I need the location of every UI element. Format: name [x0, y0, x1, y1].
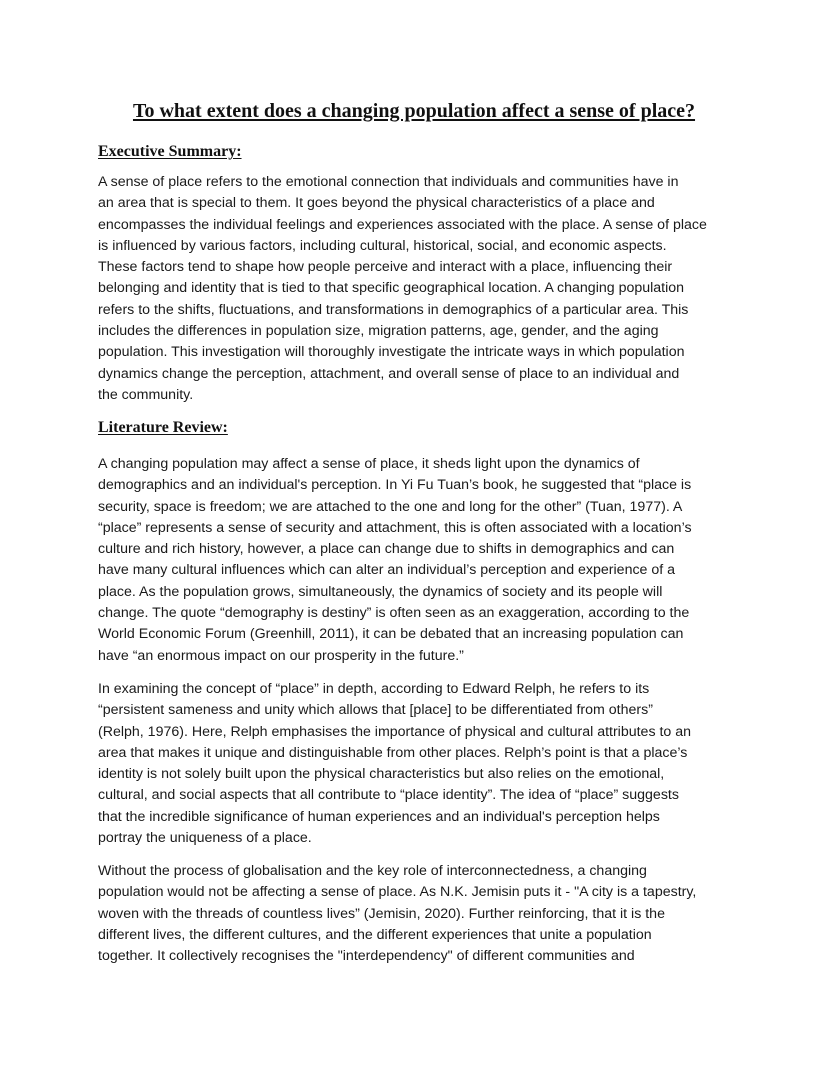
executive-summary-paragraph: [98, 172, 738, 406]
section-heading-executive-summary: Executive Summary:: [98, 143, 242, 160]
text-line: cultural, and social aspects that all contribute to “place identity”. The idea of “place” suggests: [98, 787, 679, 804]
text-line: refers to the shifts, fluctuations, and transformations in demographics of a particular area. This: [98, 301, 689, 318]
text-line: In examining the concept of “place” in depth, according to Edward Relph, he refers to its: [98, 681, 650, 697]
document-title: To what extent does a changing population affect a sense of place?: [132, 100, 696, 122]
text-line: A sense of place refers to the emotional connection that individuals and communities have in: [98, 174, 679, 190]
text-line: World Economic Forum (Greenhill, 2011), it can be debated that an increasing population can: [98, 626, 684, 643]
text-line: woven with the threads of countless lives” (Jemisin, 2020). Further reinforcing, that it is the: [98, 905, 665, 922]
literature-review-paragraph-3: [98, 861, 738, 967]
text-line: belonging and identity that is tied to that specific geographical location. A changing population: [98, 280, 685, 297]
section-heading-literature-review: Literature Review:: [98, 419, 228, 436]
text-line: have “an enormous impact on our prosperity in the future.”: [98, 647, 464, 664]
text-line: “persistent sameness and unity which allows that [place] to be differentiated from others”: [98, 702, 653, 719]
text-line: an area that is special to them. It goes beyond the physical characteristics of a place and: [98, 195, 655, 212]
text-line: dynamics change the perception, attachment, and overall sense of place to an individual and: [98, 365, 680, 382]
text-line: different lives, the different cultures, and the different experiences that unite a population: [98, 926, 652, 943]
text-line: have many cultural influences which can alter an individual’s perception and experience of a: [98, 562, 676, 579]
text-line: portray the uniqueness of a place.: [98, 830, 312, 847]
literature-review-paragraph-1: [98, 454, 738, 667]
text-line: population. This investigation will thoroughly investigate the intricate ways in which population: [98, 344, 685, 361]
text-line: is influenced by various factors, including cultural, historical, social, and economic aspects.: [98, 237, 667, 254]
text-line: demographics and an individual's perception. In Yi Fu Tuan’s book, he suggested that “place is: [98, 477, 692, 494]
text-line: together. It collectively recognises the "interdependency" of different communities and: [98, 948, 635, 965]
text-line: culture and rich history, however, a place can change due to shifts in demographics and can: [98, 541, 675, 558]
literature-review-paragraph-2: [98, 679, 738, 849]
text-line: place. As the population grows, simultaneously, the dynamics of society and its people will: [98, 583, 663, 600]
text-line: security, space is freedom; we are attached to the one and long for the other” (Tuan, 1977). A: [98, 498, 683, 515]
text-line: “place” represents a sense of security and attachment, this is often associated with a location’s: [98, 519, 692, 536]
text-line: identity is not solely built upon the physical characteristics but also relies on the emotional,: [98, 766, 665, 783]
text-line: includes the differences in population size, migration patterns, age, gender, and the aging: [98, 323, 659, 340]
text-line: (Relph, 1976). Here, Relph emphasises the importance of physical and cultural attributes to an: [98, 723, 692, 740]
text-line: These factors tend to shape how people perceive and interact with a place, influencing their: [98, 259, 673, 276]
text-line: Without the process of globalisation and the key role of interconnectedness, a changing: [98, 863, 647, 879]
text-line: area that makes it unique and distinguishable from other places. Relph’s point is that a place’s: [98, 744, 688, 761]
text-line: the community.: [98, 386, 194, 403]
text-line: that the incredible significance of human experiences and an individual's perception helps: [98, 808, 660, 825]
text-line: change. The quote “demography is destiny” is often seen as an exaggeration, according to the: [98, 605, 690, 622]
text-line: encompasses the individual feelings and experiences associated with the place. A sense of place: [98, 216, 707, 233]
text-line: A changing population may affect a sense of place, it sheds light upon the dynamics of: [98, 456, 640, 472]
text-line: population would not be affecting a sense of place. As N.K. Jemisin puts it - "A city is a tapestry,: [98, 884, 697, 901]
